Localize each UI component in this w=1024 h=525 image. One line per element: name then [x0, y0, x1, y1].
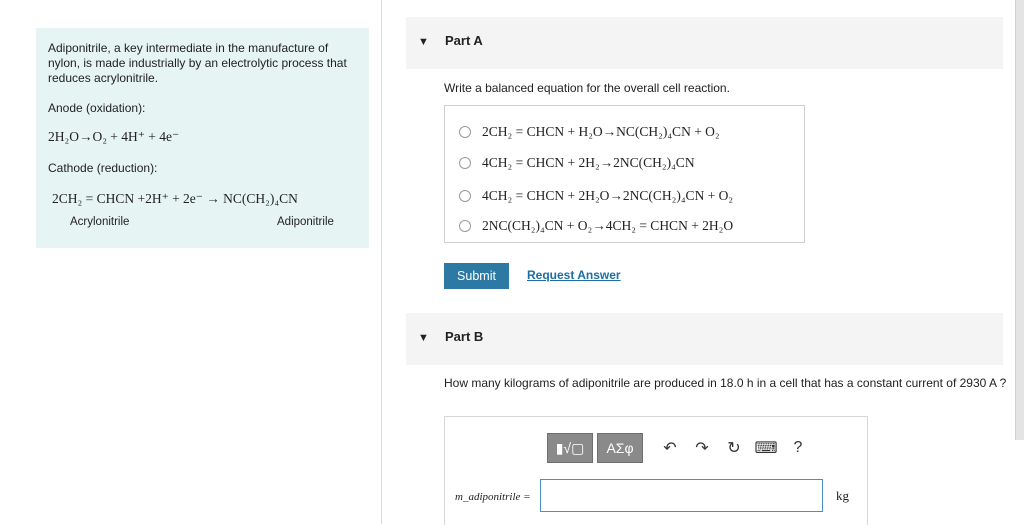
- symbols-button[interactable]: ΑΣφ: [597, 433, 643, 463]
- reactant-name: Acrylonitrile: [70, 216, 130, 228]
- choice-label: 4CH₂ = CHCN + 2H₂→2NC(CH₂)₄CN: [482, 155, 695, 170]
- help-button[interactable]: ?: [793, 439, 803, 456]
- math-toolbar: [547, 433, 815, 463]
- part-b-header[interactable]: [406, 313, 1003, 365]
- answer-input[interactable]: [540, 479, 823, 512]
- part-a-prompt: Write a balanced equation for the overall cell reaction.: [444, 81, 730, 95]
- request-answer-link[interactable]: Request Answer: [527, 268, 621, 282]
- submit-button[interactable]: Submit: [444, 263, 509, 289]
- anode-label: Anode (oxidation):: [48, 101, 146, 115]
- undo-icon[interactable]: ↶: [663, 440, 677, 457]
- templates-button[interactable]: ▮√▢: [547, 433, 593, 463]
- choice-option-1[interactable]: [459, 122, 720, 142]
- cathode-label: Cathode (reduction):: [48, 161, 158, 175]
- choice-label: 2CH₂ = CHCN + H₂O→NC(CH₂)₄CN + O₂: [482, 124, 720, 139]
- part-b-prompt: How many kilograms of adiponitrile are produced in 18.0 h in a cell that has a constant current of 2930 A ?: [444, 376, 1007, 390]
- cathode-equation: 2CH₂ = CHCN +2H⁺ + 2e⁻ → NC(CH₂)₄CN: [52, 191, 298, 206]
- intro-text: Adiponitrile, a key intermediate in the manufacture of nylon, is made industrially by an electrolytic process that reduces acrylonitrile.: [48, 41, 347, 85]
- redo-icon[interactable]: ↷: [695, 440, 709, 457]
- choice-label: 2NC(CH₂)₄CN + O₂→4CH₂ = CHCN + 2H₂O: [482, 218, 734, 233]
- radio-button[interactable]: [459, 157, 471, 169]
- collapse-caret-icon[interactable]: ▼: [418, 36, 429, 48]
- keyboard-icon[interactable]: ⌨: [754, 440, 778, 457]
- context-panel: [36, 28, 369, 248]
- scrollbar[interactable]: [1015, 0, 1024, 440]
- part-b-title: Part B: [445, 329, 484, 344]
- choice-option-4[interactable]: [459, 216, 733, 236]
- radio-button[interactable]: [459, 126, 471, 138]
- answer-variable-label: m_adiponitrile =: [455, 491, 531, 503]
- column-divider: [381, 0, 382, 524]
- collapse-caret-icon[interactable]: ▼: [418, 332, 429, 344]
- radio-button[interactable]: [459, 220, 471, 232]
- product-name: Adiponitrile: [277, 216, 334, 228]
- answer-area: [444, 416, 868, 525]
- unit-label: kg: [836, 488, 849, 503]
- choice-option-3[interactable]: [459, 186, 733, 206]
- choice-label: 4CH₂ = CHCN + 2H₂O→2NC(CH₂)₄CN + O₂: [482, 188, 734, 203]
- anode-equation: 2H₂O→O₂ + 4H⁺ + 4e⁻: [48, 129, 180, 144]
- radio-button[interactable]: [459, 190, 471, 202]
- choice-option-2[interactable]: [459, 153, 695, 173]
- part-a-title: Part A: [445, 33, 483, 48]
- reset-icon[interactable]: ↻: [727, 440, 741, 457]
- choice-list: [444, 105, 805, 243]
- part-a-header[interactable]: [406, 17, 1003, 69]
